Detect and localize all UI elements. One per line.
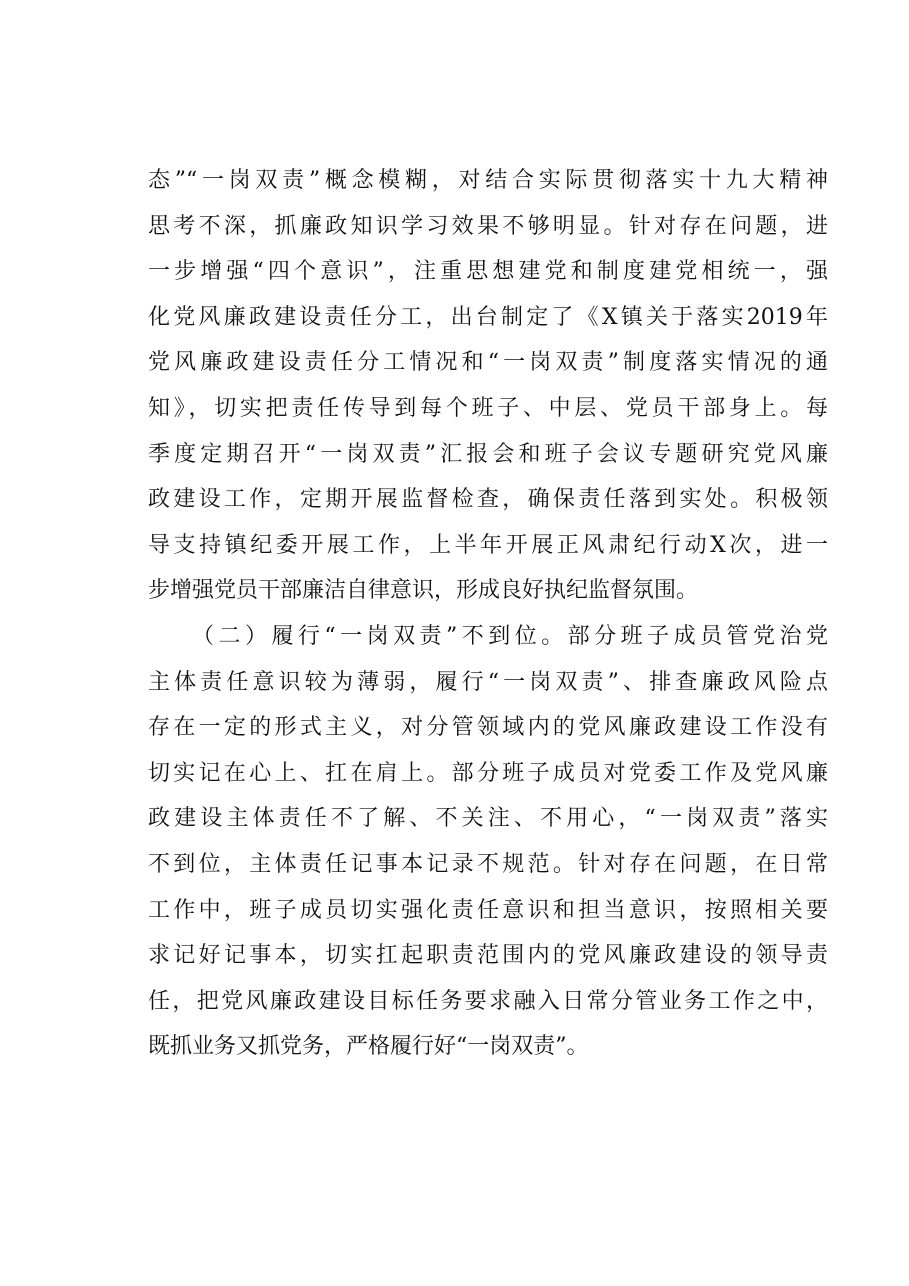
text-line: 态”“一岗双责”概念模糊，对结合实际贯彻落实十九大精神 bbox=[148, 168, 828, 193]
text-line: （二）履行“一岗双责”不到位。部分班子成员管党治党 bbox=[192, 623, 828, 649]
text-line: 导支持镇纪委开展工作，上半年开展正风肃纪行动X次，进一 bbox=[148, 532, 828, 558]
text-line: 任，把党风廉政建设目标任务要求融入日常分管业务工作之中， bbox=[148, 988, 828, 1014]
text-line: 工作中，班子成员切实强化责任意识和担当意识，按照相关要 bbox=[148, 897, 828, 923]
text-line: 化党风廉政建设责任分工，出台制定了《X镇关于落实2019年 bbox=[148, 304, 828, 330]
document-body bbox=[148, 158, 828, 1070]
text-line: 求记好记事本，切实扛起职责范围内的党风廉政建设的领导责 bbox=[148, 943, 828, 969]
text-line: 政建设工作，定期开展监督检查，确保责任落到实处。积极领 bbox=[148, 487, 828, 513]
text-line: 思考不深，抓廉政知识学习效果不够明显。针对存在问题，进 bbox=[148, 213, 828, 239]
text-line: 季度定期召开“一岗双责”汇报会和班子会议专题研究党风廉 bbox=[148, 441, 828, 467]
text-line: 一步增强“四个意识”，注重思想建党和制度建党相统一，强 bbox=[148, 259, 828, 285]
text-line: 既抓业务又抓党务，严格履行好“一岗双责”。 bbox=[148, 1034, 589, 1060]
text-line: 知》，切实把责任传导到每个班子、中层、党员干部身上。每 bbox=[148, 395, 828, 421]
text-line: 切实记在心上、扛在肩上。部分班子成员对党委工作及党风廉 bbox=[148, 760, 828, 786]
text-line: 步增强党员干部廉洁自律意识，形成良好执纪监督氛围。 bbox=[148, 578, 699, 604]
text-line: 党风廉政建设责任分工情况和“一岗双责”制度落实情况的通 bbox=[148, 350, 828, 376]
text-line: 政建设主体责任不了解、不关注、不用心，“一岗双责”落实 bbox=[148, 806, 828, 832]
text-line: 存在一定的形式主义，对分管领域内的党风廉政建设工作没有 bbox=[148, 715, 828, 741]
text-line: 主体责任意识较为薄弱，履行“一岗双责”、排查廉政风险点 bbox=[148, 669, 828, 695]
text-line: 不到位，主体责任记事本记录不规范。针对存在问题，在日常 bbox=[148, 851, 828, 877]
